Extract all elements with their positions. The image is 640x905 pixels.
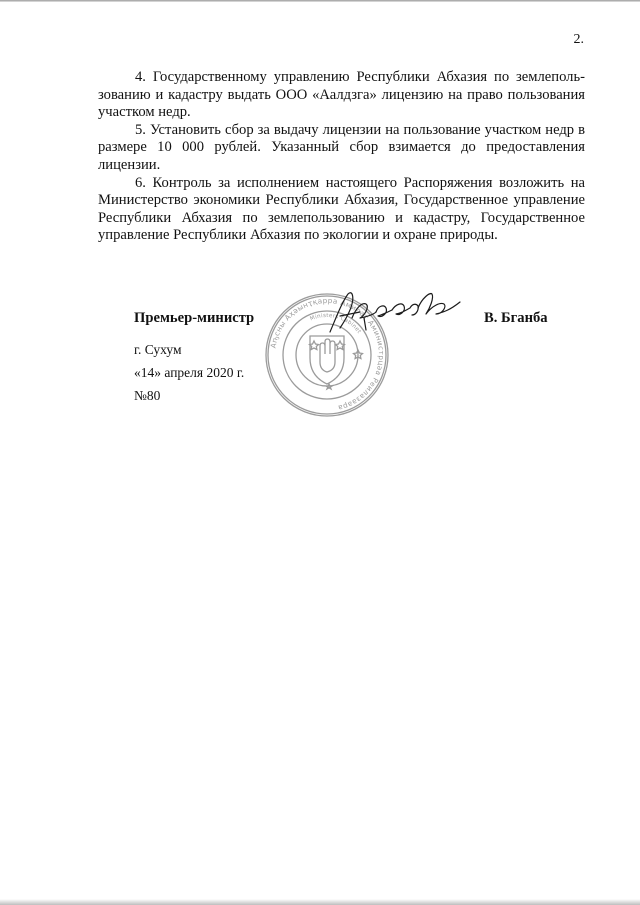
date: «14» апреля 2020 г. (134, 365, 245, 380)
signatory-title: Премьер-министр (134, 310, 255, 326)
place: г. Сухум (134, 342, 182, 357)
signatory-name: В. Бганба (484, 310, 548, 326)
document-number: №80 (134, 388, 161, 403)
paragraph-6: 6. Контроль за исполнением настоящего Распоряжения возложить на Министерство экономики Республики Абхазия, Государственное управление Республики Абхазия по землепользованию и кадастру, Государственное управление Республики Абхазия по экологии и охране природы. (98, 174, 585, 244)
handwritten-signature (326, 288, 466, 336)
scan-edge-bottom (0, 899, 640, 905)
paragraph-4: 4. Государственному управлению Республики Абхазия по землепользованию и кадастру выдать ООО «Аалдзга» лицензию на право пользования участком недр. (98, 69, 585, 121)
scan-edge-top (0, 0, 640, 2)
body-text (98, 69, 585, 245)
page-number: 2. (573, 32, 584, 47)
seal-inner-text: Ministers Cabinet (309, 312, 362, 335)
paragraph-5: 5. Установить сбор за выдачу лицензии на пользование участком недр в размере 10 000 рублей. Указанный сбор взимается до предоставления лицензии. (98, 121, 585, 173)
seal-outer-text: Аҧсны Аҳәынҭқарра Амилаҭ Аминистрцәа Реилазаара (268, 295, 387, 413)
